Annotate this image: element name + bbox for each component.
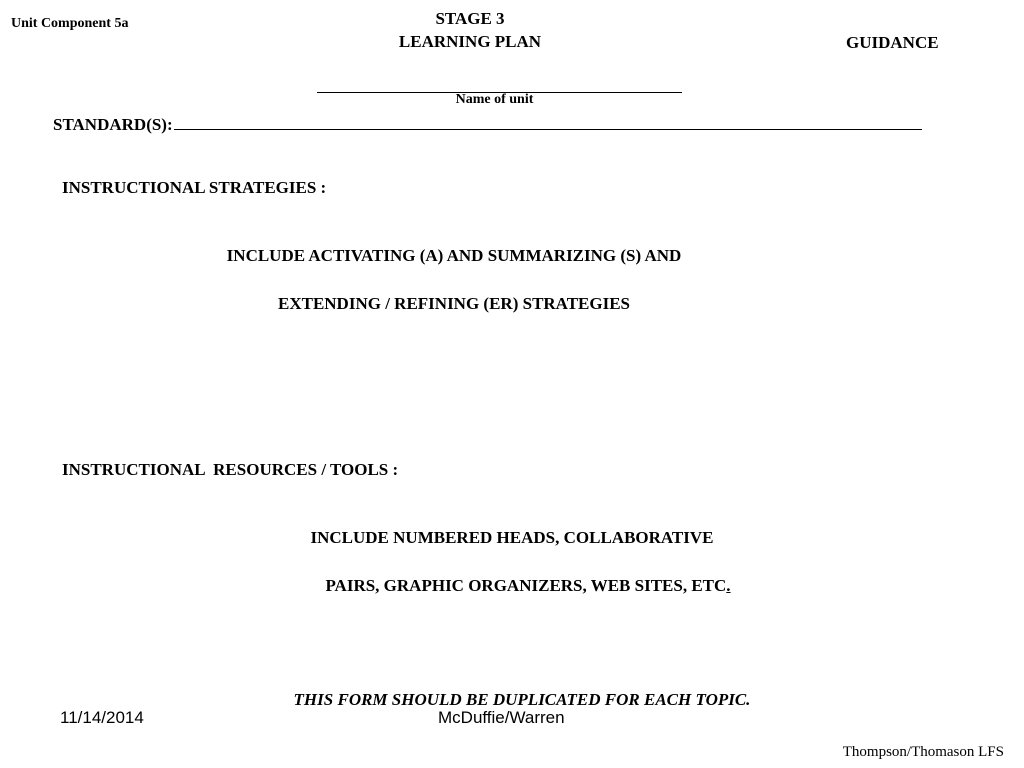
duplicate-form-note: THIS FORM SHOULD BE DUPLICATED FOR EACH TOPIC. <box>293 690 751 709</box>
unit-component-label: Unit Component 5a <box>11 16 129 31</box>
page-title <box>370 7 570 53</box>
standards-field <box>53 112 922 135</box>
strategies-guidance-line-1: INCLUDE ACTIVATING (A) AND SUMMARIZING (S) AND <box>226 246 682 265</box>
resources-guidance-line-2-period: . <box>726 576 731 595</box>
strategies-guidance-line-2: EXTENDING / REFINING (ER) STRATEGIES <box>277 294 631 313</box>
standards-label: STANDARD(S): <box>53 115 173 134</box>
learning-plan-title: LEARNING PLAN <box>398 32 542 51</box>
footer-date: 11/14/2014 <box>60 708 144 727</box>
stage-label: STAGE 3 <box>435 9 505 28</box>
footer-authors: McDuffie/Warren <box>438 708 565 727</box>
resources-guidance-line-2-text: PAIRS, GRAPHIC ORGANIZERS, WEB SITES, ETC <box>325 576 727 595</box>
standards-blank-line <box>174 112 922 130</box>
resources-guidance-line-2 <box>16 576 1024 596</box>
unit-name-label: Name of unit <box>455 92 534 107</box>
instructional-resources-heading: INSTRUCTIONAL RESOURCES / TOOLS : <box>62 460 399 479</box>
resources-guidance-line-1: INCLUDE NUMBERED HEADS, COLLABORATIVE <box>310 528 714 547</box>
footer-credit: Thompson/Thomason LFS <box>842 744 1004 760</box>
guidance-label: GUIDANCE <box>846 33 939 52</box>
instructional-strategies-heading: INSTRUCTIONAL STRATEGIES : <box>62 178 327 197</box>
